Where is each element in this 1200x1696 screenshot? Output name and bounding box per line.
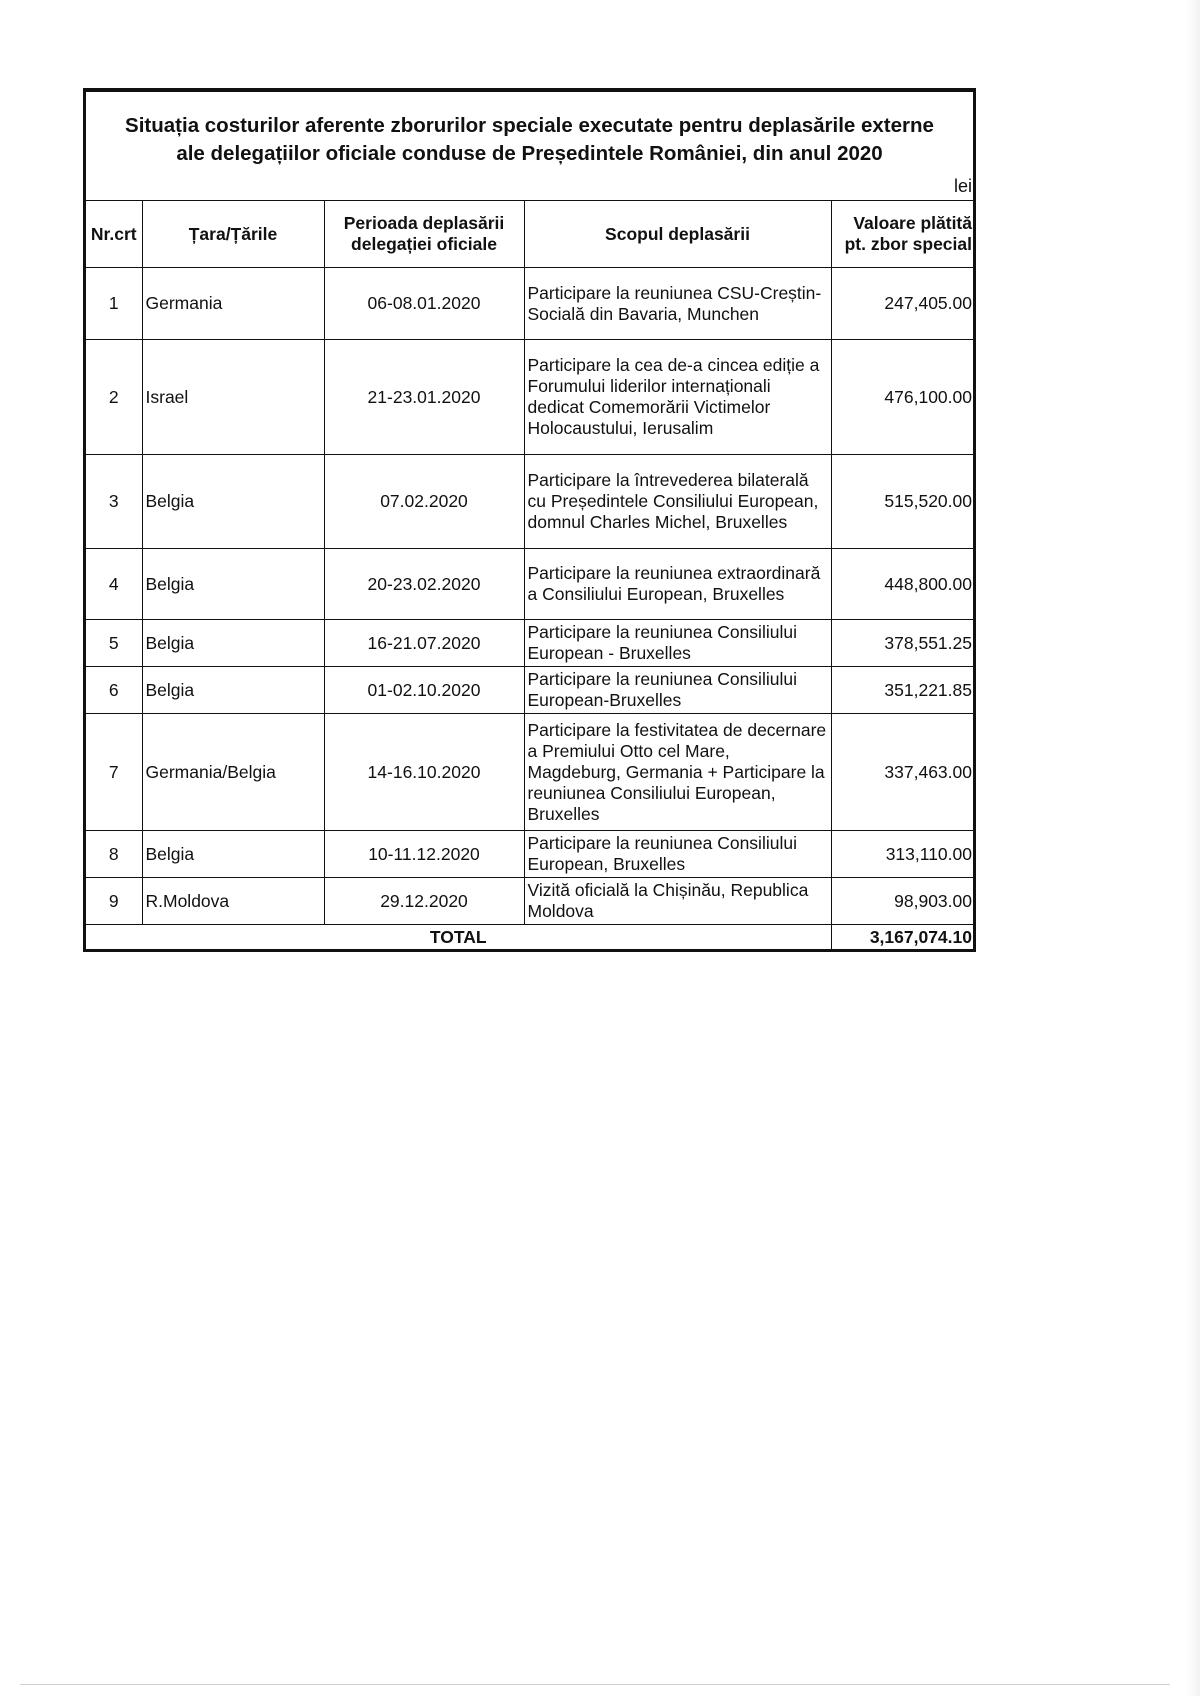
row-value: 337,463.00 <box>831 714 973 831</box>
row-value: 98,903.00 <box>831 878 973 925</box>
row-purpose: Participare la reuniunea extraordinară a Consiliului European, Bruxelles <box>524 549 831 620</box>
row-value: 351,221.85 <box>831 667 973 714</box>
header-value-line2: pt. zbor special <box>844 234 972 254</box>
row-country: Germania <box>142 268 324 340</box>
row-purpose: Participare la reuniunea Consiliului European, Bruxelles <box>524 831 831 878</box>
table-row <box>86 831 973 878</box>
row-purpose: Participare la reuniunea Consiliului European-Bruxelles <box>524 667 831 714</box>
header-period <box>324 201 524 268</box>
row-period: 29.12.2020 <box>324 878 524 925</box>
table-header-row <box>86 201 973 268</box>
row-country: Belgia <box>142 831 324 878</box>
row-value: 448,800.00 <box>831 549 973 620</box>
header-period-line1: Perioada deplasării <box>343 213 505 233</box>
total-row <box>86 925 973 950</box>
table-row <box>86 620 973 667</box>
row-value: 515,520.00 <box>831 455 973 549</box>
row-nr: 8 <box>86 831 142 878</box>
title-line-1: Situația costurilor aferente zborurilor speciale executate pentru deplasările externe <box>125 114 934 137</box>
document-title <box>86 92 973 172</box>
flights-cost-table <box>86 200 973 949</box>
table-row <box>86 268 973 340</box>
header-value-line1: Valoare plătită <box>853 213 972 233</box>
row-purpose: Participare la întrevederea bilaterală cu Președintele Consiliului European, domnul Charles Michel, Bruxelles <box>524 455 831 549</box>
header-country: Țara/Țările <box>142 201 324 268</box>
row-period: 21-23.01.2020 <box>324 340 524 455</box>
header-purpose: Scopul deplasării <box>524 201 831 268</box>
cost-report-document <box>83 88 976 952</box>
row-nr: 6 <box>86 667 142 714</box>
row-value: 313,110.00 <box>831 831 973 878</box>
total-label: TOTAL <box>86 925 831 950</box>
row-period: 20-23.02.2020 <box>324 549 524 620</box>
table-row <box>86 549 973 620</box>
row-nr: 5 <box>86 620 142 667</box>
row-nr: 3 <box>86 455 142 549</box>
title-line-2: ale delegațiilor oficiale conduse de Președintele României, din anul 2020 <box>176 142 883 165</box>
row-purpose: Participare la cea de-a cincea ediție a Forumului liderilor internaționali dedicat Comemorării Victimelor Holocaustului, Ierusalim <box>524 340 831 455</box>
row-country: R.Moldova <box>142 878 324 925</box>
page-bottom-line <box>20 1684 1170 1685</box>
row-period: 06-08.01.2020 <box>324 268 524 340</box>
table-row <box>86 667 973 714</box>
row-purpose: Participare la reuniunea CSU-Creștin-Socială din Bavaria, Munchen <box>524 268 831 340</box>
row-country: Germania/Belgia <box>142 714 324 831</box>
page-edge <box>1186 0 1200 1696</box>
row-period: 16-21.07.2020 <box>324 620 524 667</box>
header-value <box>831 201 973 268</box>
row-country: Belgia <box>142 455 324 549</box>
table-body <box>86 268 973 950</box>
row-country: Belgia <box>142 620 324 667</box>
header-nr: Nr.crt <box>86 201 142 268</box>
total-value: 3,167,074.10 <box>831 925 973 950</box>
row-purpose: Participare la reuniunea Consiliului European - Bruxelles <box>524 620 831 667</box>
table-row <box>86 340 973 455</box>
header-period-line2: delegației oficiale <box>351 234 497 254</box>
row-value: 476,100.00 <box>831 340 973 455</box>
table-row <box>86 455 973 549</box>
row-purpose: Participare la festivitatea de decernare a Premiului Otto cel Mare, Magdeburg, Germania + Participare la reuniunea Consiliului European, Bruxelles <box>524 714 831 831</box>
row-nr: 9 <box>86 878 142 925</box>
row-nr: 4 <box>86 549 142 620</box>
row-purpose: Vizită oficială la Chișinău, Republica Moldova <box>524 878 831 925</box>
row-value: 247,405.00 <box>831 268 973 340</box>
table-row <box>86 714 973 831</box>
row-period: 01-02.10.2020 <box>324 667 524 714</box>
row-period: 07.02.2020 <box>324 455 524 549</box>
row-country: Belgia <box>142 549 324 620</box>
row-value: 378,551.25 <box>831 620 973 667</box>
row-country: Israel <box>142 340 324 455</box>
row-period: 10-11.12.2020 <box>324 831 524 878</box>
row-nr: 1 <box>86 268 142 340</box>
row-period: 14-16.10.2020 <box>324 714 524 831</box>
table-row <box>86 878 973 925</box>
currency-unit: lei <box>953 176 972 196</box>
row-country: Belgia <box>142 667 324 714</box>
row-nr: 2 <box>86 340 142 455</box>
row-nr: 7 <box>86 714 142 831</box>
